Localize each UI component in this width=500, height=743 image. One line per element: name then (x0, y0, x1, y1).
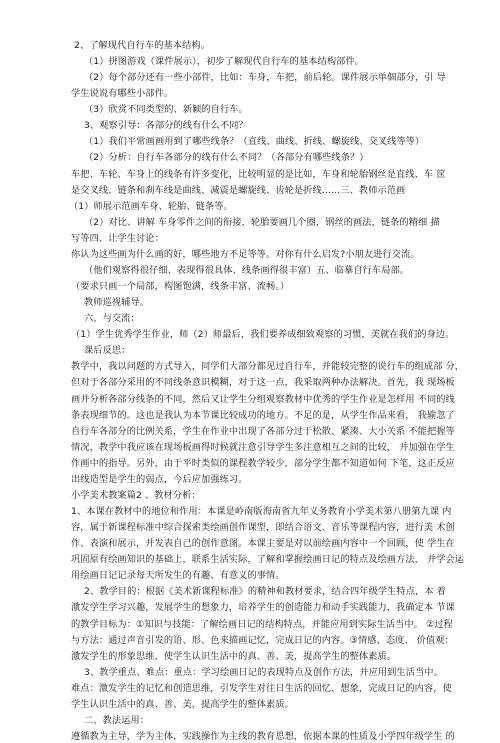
text-line: （1）我们平常画画用到了哪些线条？（直线、曲线、折线、螺旋线、交叉线等等） (84, 136, 425, 147)
text-line: 车把、车轮、车身上的线条有许多变化，比较明显的是比如，车身和轮胎钢丝是直线、车 筐 (71, 169, 446, 180)
text-line: 的教学目标为：①知识与技能：了解绘画日记的结构特点，并能应用到实际生活当中。 ②过程 (71, 619, 453, 630)
text-line: 你认为这些画为什么画的好，哪些地方不足等等。对你有什么启发?小朋友进行交流。 (71, 249, 420, 260)
text-line: 是交叉线、链条和刹车线是曲线、减震是螺旋线、齿轮是折线……三、教师示范画 (71, 185, 406, 196)
text-line: 2、了解现代自行车的基本结构。 (74, 40, 210, 51)
text-line: 出线造型是学生的弱点，今后应加强练习。 (71, 474, 248, 485)
text-line: 但对于各部分采用的不同线条意识模糊，对于这一点，我采取两种办法解决。首先，我 现场板 (71, 377, 455, 388)
text-line: 学生说说有哪些小部件。 (71, 88, 174, 99)
text-line: 二、教法运用： (84, 715, 150, 726)
text-line: 难点：激发学生的记忆和创造思维，引发学生对往日生活的回忆、想象，完成日记的内容，使 (71, 683, 452, 694)
text-line: 作画中的指导。另外，由于平时类似的课程教学较少，部分学生都不知道如何 下笔，这正反应 (71, 458, 455, 469)
text-line: 激发学生学习兴趣，发展学生的想象力，培养学生的创造能力和动手实践能力，我确定本 节课 (71, 602, 455, 613)
text-line: 3、教学重点、难点：重点：学习绘画日记的表现特点及创作方法，并应用到生活当中。 (84, 667, 443, 678)
text-line: 写等四、让学生讨论： (71, 233, 164, 244)
text-line: 作、表演和展示，并发表自己的创作意图。本课主要是对以前绘画内容中一个回顾，使 学生在 (71, 538, 455, 549)
text-line: 小学美术教案篇2 、教材分析： (71, 490, 201, 501)
text-line: 教学中，我以问题的方式导入，同学们大部分都见过自行车，并能较完整的说行车的组成部 分， (71, 361, 465, 372)
text-line: 自行车各部分的比例关系，学生在作业中出现了各部分过于松散、紧凑、大小关系 不能把握等 (71, 426, 455, 437)
text-line: 情况，教学中我应该在现场板画得时候就注意引导学生多注意相互之间的比较， 并加强在学生 (71, 442, 455, 453)
text-line: 与方法：通过声音引发的语、形、色来描画记忆，完成日记的内容。③情感、态度、 价值观： (71, 635, 454, 646)
text-line: 条表现细节的。这也是我认为本节课比较成功的地方。不足的是，从学生作品来看， 我输忽了 (71, 410, 455, 421)
text-line: 激发学生的形象思维，使学生认识生活中的真、善、美，提高学生的整体素质。 (71, 651, 397, 662)
text-line: （3）欣赏不同类型的、新颖的自行车。 (84, 104, 248, 115)
text-line: 2、教学目的：根据《美术新课程标准》的精神和教材要求，结合四年级学生特点，本 着 (84, 586, 446, 597)
text-line: （2）对比、讲解 车身零件之间的衔接，轮胎要画几个圈，钢丝的画法，链条的精细 描 (84, 217, 440, 228)
text-line: 3、观察引导：各部分的线有什么不同？ (84, 120, 248, 131)
text-line: 教师巡视辅导。 (84, 297, 150, 308)
text-line: 遵循教为主导，学为主体，实践操作为主线的教育思想，依据本课的性质及小学四年级学生 的 (71, 731, 455, 742)
text-line: 课后反思： (84, 345, 131, 356)
text-line: 画并分析各部分线条的不同，然后又让学生分组观察教材中优秀的学生作业是怎样用 不同的线 (71, 394, 455, 405)
text-line: （1）师展示范画车身、轮胎、链条等。 (69, 201, 233, 212)
text-line: 六、与交流： (84, 313, 140, 324)
text-line: （2）每个部分还有一些小部件，比如：车身，车把，前后轮。课件展示单個部分，引 导 (84, 72, 446, 83)
text-line: 容，属于新课程标准中综合探索类绘画创作课型，即结合语文、音乐等课程内容，进行美 术创 (71, 522, 455, 533)
text-line: （要求只画一个局部，构图饱满，线条丰富、流畅。） (71, 281, 290, 292)
text-line: （1）拼图游戏（课件展示），初步了解现代自行车的基本结构部件。 (84, 56, 364, 67)
text-line: 巩固原有绘画知识的基础上，联系生活实际，了解和掌握绘画日记的特点及绘画方法， 并学会运 (71, 554, 465, 565)
text-line: （1）学生优秀学生作业，师（2）师最后，我们要养成细致观察的习惯，美就在我们的身边。 (71, 329, 455, 340)
text-line: 1、本课在教材中的地位和作用：本课是岭南版海南省九年义务教育小学美术第八册第九课 内 (71, 506, 452, 517)
text-line: 学生认识生活中的真、善、美，提高学生的整体素质。 (71, 699, 294, 710)
text-line: （2）分析：自行车各部分的线有什么不同？（各部分有哪些线条？） (84, 152, 369, 163)
text-line: 用绘画日记记录每天所发生的有趣、有意义的事情。 (71, 570, 285, 581)
text-line: （他们观察得很仔细、表现得很具体、线条画得很丰富）五、临摹自行车局部。 (84, 265, 410, 276)
